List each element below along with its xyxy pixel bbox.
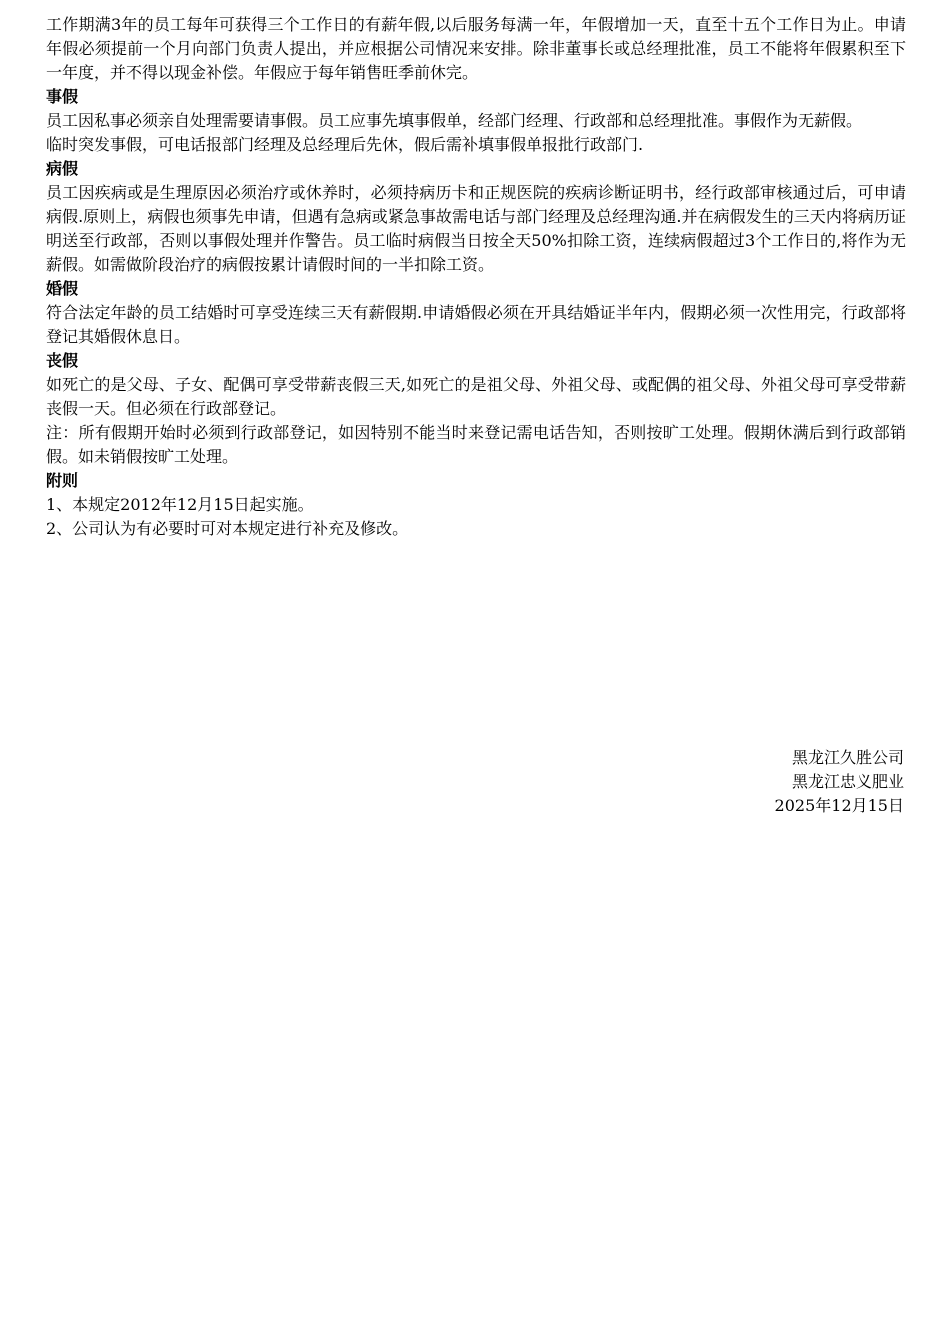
signature-company-2: 黑龙江忠义肥业 [791,772,904,791]
funeral-leave-paragraph: 如死亡的是父母、子女、配偶可享受带薪丧假三天,如死亡的是祖父母、外祖父母、或配偶的祖父母、外祖父母可享受带薪丧假一天。但必须在行政部登记。 [46,375,906,418]
signature-block [775,746,904,818]
signature-date: 2025年12月15日 [774,796,904,815]
personal-leave-paragraph-1: 员工因私事必须亲自处理需要请事假。员工应事先填事假单，经部门经理、行政部和总经理批准。事假作为无薪假。 [46,111,863,130]
document-body [46,13,906,541]
marriage-leave-paragraph: 符合法定年龄的员工结婚时可享受连续三天有薪假期.申请婚假必须在开具结婚证半年内，假期必须一次性用完，行政部将登记其婚假休息日。 [46,303,906,346]
appendix-item-2: 2、公司认为有必要时可对本规定进行补充及修改。 [46,519,409,538]
appendix-heading: 附则 [46,471,79,490]
marriage-leave-heading: 婚假 [46,279,79,298]
sick-leave-heading: 病假 [46,159,79,178]
personal-leave-heading: 事假 [46,87,79,106]
leave-registration-note: 注：所有假期开始时必须到行政部登记，如因特别不能当时来登记需电话告知，否则按旷工处理。假期休满后到行政部销假。如未销假按旷工处理。 [46,423,906,466]
personal-leave-paragraph-2: 临时突发事假，可电话报部门经理及总经理后先休，假后需补填事假单报批行政部门. [46,135,644,154]
annual-leave-paragraph: 工作期满3年的员工每年可获得三个工作日的有薪年假,以后服务每满一年，年假增加一天，直至十五个工作日为止。申请年假必须提前一个月向部门负责人提出，并应根据公司情况来安排。除非董事长或总经理批准，员工不能将年假累积至下一年度，并不得以现金补偿。年假应于每年销售旺季前休完。 [46,15,906,82]
sick-leave-paragraph: 员工因疾病或是生理原因必须治疗或休养时，必须持病历卡和正规医院的疾病诊断证明书，经行政部审核通过后，可申请病假.原则上，病假也须事先申请，但遇有急病或紧急事故需电话与部门经理及总经理沟通.并在病假发生的三天内将病历证明送至行政部，否则以事假处理并作警告。员工临时病假当日按全天50%扣除工资，连续病假超过3个工作日的,将作为无薪假。如需做阶段治疗的病假按累计请假时间的一半扣除工资。 [46,183,906,274]
appendix-item-1: 1、本规定2012年12月15日起实施。 [46,495,314,514]
signature-company-1: 黑龙江久胜公司 [791,748,904,767]
funeral-leave-heading: 丧假 [46,351,79,370]
